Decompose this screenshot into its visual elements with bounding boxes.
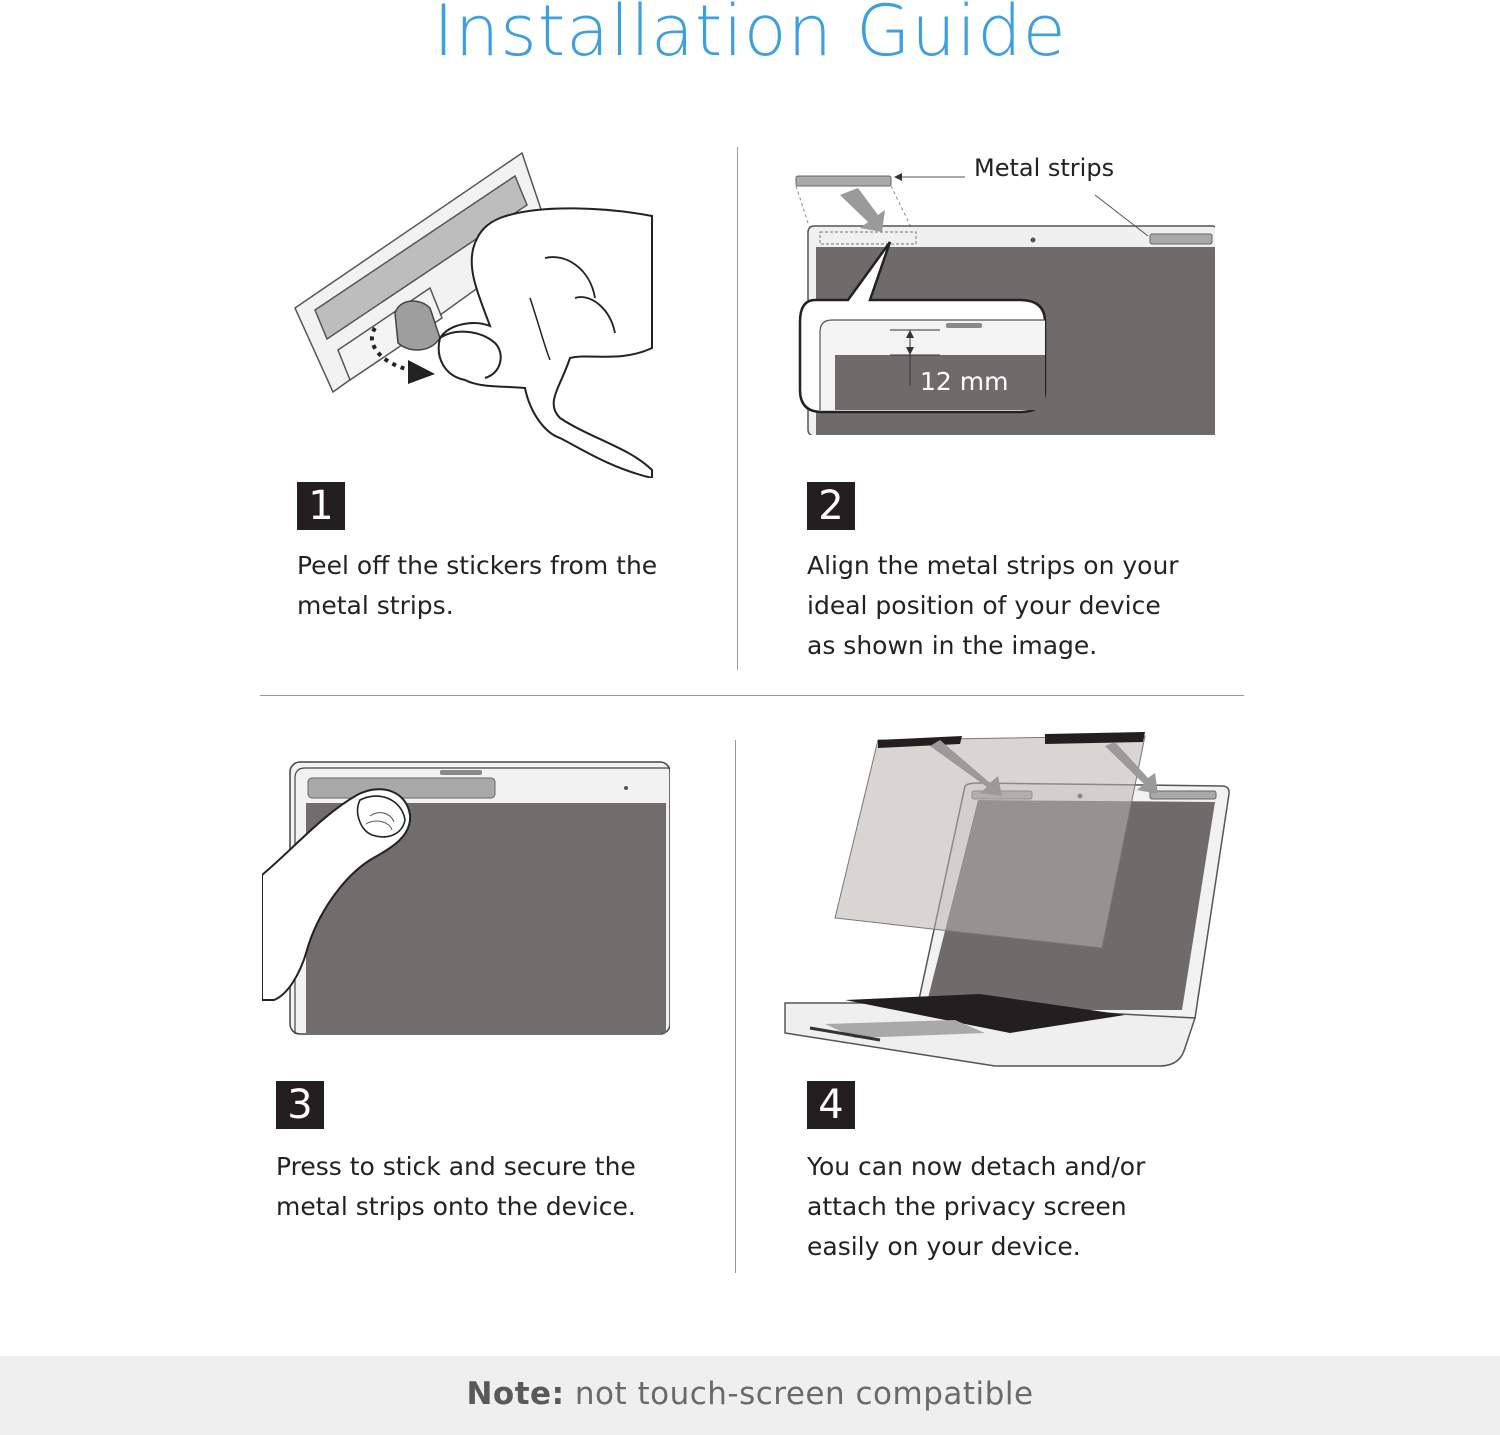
step-description-1: Peel off the stickers from the metal strips. [297,551,658,620]
privacy-screen-illustration [780,728,1235,1073]
align-strips-illustration [790,150,1215,435]
distance-label: 12 mm [920,367,1009,396]
step-number-2: 2 [807,482,855,530]
peel-sticker-illustration [290,148,660,478]
step-description-4: You can now detach and/or attach the privacy screen easily on your device. [807,1152,1146,1261]
note-label: Note: [466,1376,565,1412]
step-description-3: Press to stick and secure the metal strips onto the device. [276,1152,636,1221]
note-bar [0,1356,1500,1435]
vertical-divider-bottom [735,740,736,1273]
note-text: not touch-screen compatible [574,1376,1034,1412]
step-number-1: 1 [297,482,345,530]
page-title: Installation Guide [433,0,1067,72]
press-strip-illustration [262,760,670,1035]
step-number-3: 3 [276,1081,324,1129]
step-number-4: 4 [807,1081,855,1129]
step-description-2: Align the metal strips on your ideal position of your device as shown in the image. [807,551,1179,660]
metal-strips-label: Metal strips [974,154,1115,182]
vertical-divider-top [737,147,738,670]
horizontal-divider [260,695,1244,696]
